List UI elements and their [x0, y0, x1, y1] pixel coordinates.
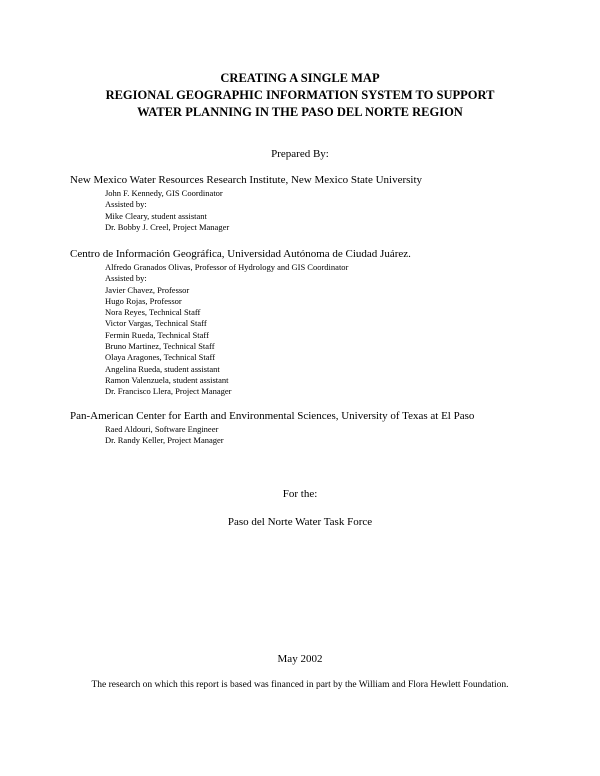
person-line: Mike Cleary, student assistant	[105, 210, 207, 221]
title-line-1: CREATING A SINGLE MAP	[220, 71, 380, 85]
org-cig-uacj-people	[105, 262, 348, 398]
person-line: Javier Chavez, Professor	[105, 284, 190, 295]
person-line: Bruno Martinez, Technical Staff	[105, 341, 215, 352]
person-line: Olaya Aragones, Technical Staff	[105, 352, 216, 363]
report-date: May 2002	[277, 653, 323, 665]
person-line: Dr. Bobby J. Creel, Project Manager	[105, 221, 230, 232]
person-line: Dr. Francisco Llera, Project Manager	[105, 386, 232, 397]
org-nmwrri-people	[105, 188, 229, 233]
task-force-name: Paso del Norte Water Task Force	[227, 516, 373, 528]
person-line: Fermin Rueda, Technical Staff	[105, 329, 209, 340]
org-cig-uacj-name: Centro de Información Geográfica, Universidad Autónoma de Ciudad Juárez.	[70, 248, 411, 260]
report-title	[0, 70, 600, 121]
person-line: Angelina Rueda, student assistant	[105, 363, 220, 374]
person-line: John F. Kennedy, GIS Coordinator	[105, 188, 223, 198]
title-line-2: REGIONAL GEOGRAPHIC INFORMATION SYSTEM TO SUPPORT	[105, 88, 495, 102]
prepared-by-label: Prepared By:	[271, 148, 329, 160]
org-nmwrri-name: New Mexico Water Resources Research Institute, New Mexico State University	[70, 174, 423, 186]
person-line: Nora Reyes, Technical Staff	[105, 307, 201, 318]
person-line: Assisted by:	[105, 273, 147, 284]
person-line: Raed Aldouri, Software Engineer	[105, 424, 219, 434]
person-line: Victor Vargas, Technical Staff	[105, 318, 207, 329]
for-the-label: For the:	[282, 488, 318, 500]
person-line: Hugo Rojas, Professor	[105, 295, 182, 306]
person-line: Dr. Randy Keller, Project Manager	[105, 435, 224, 446]
person-line: Alfredo Granados Olivas, Professor of Hydrology and GIS Coordinator	[105, 262, 349, 272]
funding-footnote: The research on which this report is based was financed in part by the William and Flora Hewlett Foundation.	[91, 680, 509, 690]
person-line: Ramon Valenzuela, student assistant	[105, 374, 229, 385]
org-paces-utep-people	[105, 424, 224, 447]
person-line: Assisted by:	[105, 199, 147, 210]
title-line-3: WATER PLANNING IN THE PASO DEL NORTE REGION	[137, 105, 463, 119]
org-paces-utep-name: Pan-American Center for Earth and Environmental Sciences, University of Texas at El Paso	[70, 410, 475, 422]
